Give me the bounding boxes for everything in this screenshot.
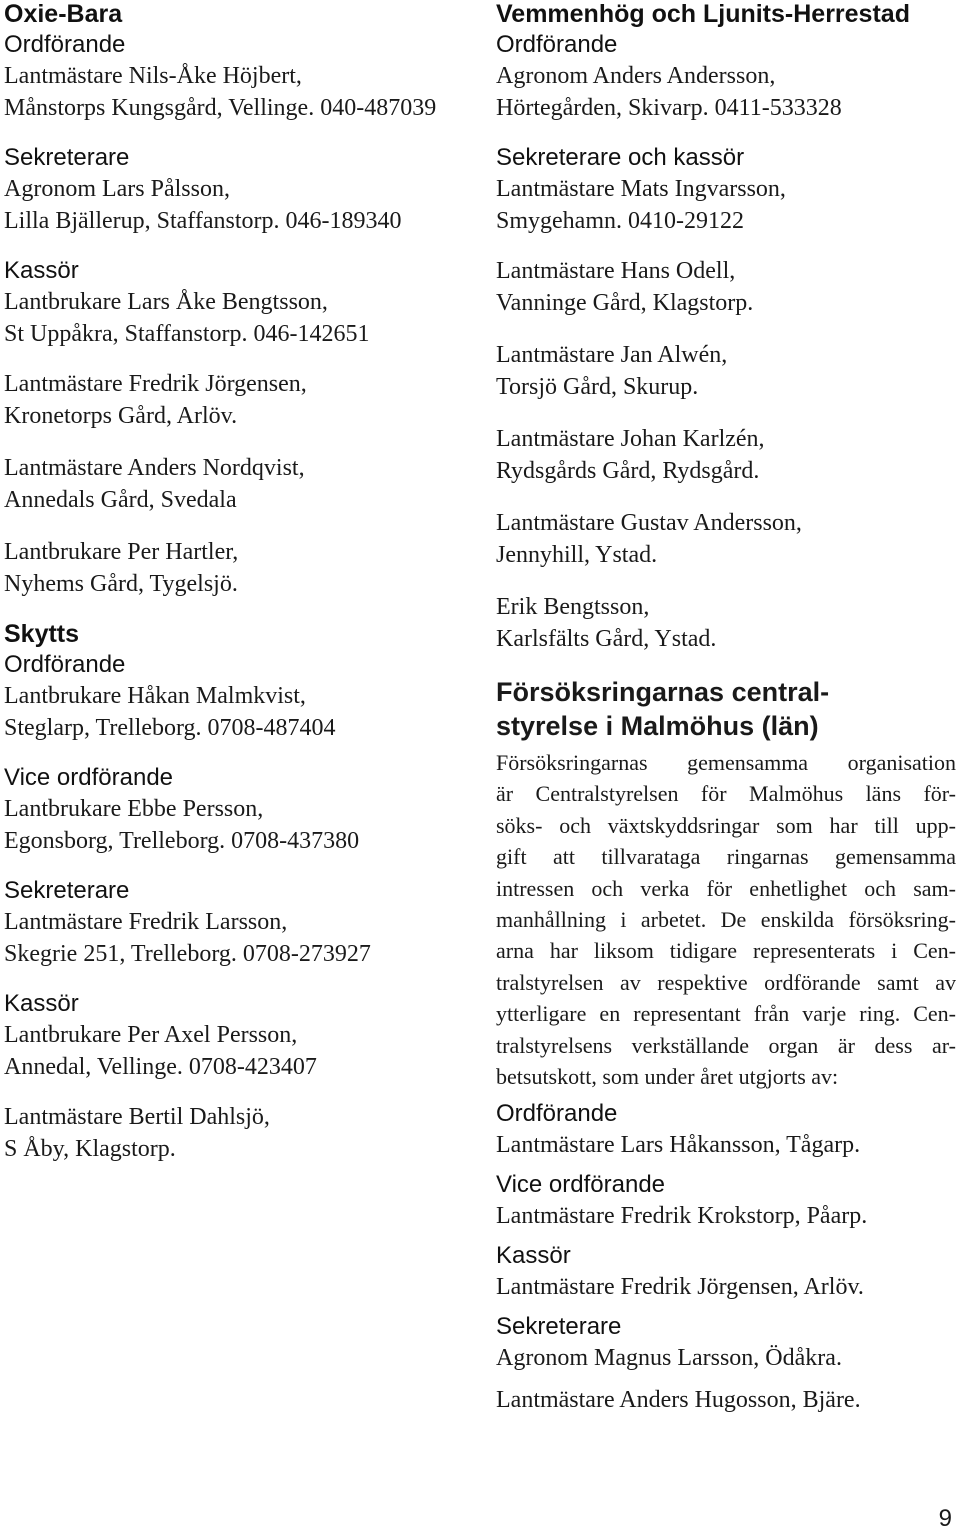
entry-line: Karlsfälts Gård, Ystad.	[496, 626, 717, 652]
entry-line: Annedal, Vellinge. 0708-423407	[4, 1054, 317, 1080]
role-label: Ordförande	[496, 1100, 618, 1128]
centralstyrelse-section	[496, 675, 956, 1416]
entry-line: Skegrie 251, Trelleborg. 0708-273927	[4, 941, 371, 967]
title-line: styrelse i Malmöhus (län)	[496, 711, 819, 741]
entry-sekreterare	[4, 142, 474, 237]
entry-line: Månstorps Kungsgård, Vellinge. 040-487039	[4, 95, 437, 121]
role-label: Sekreterare	[4, 877, 130, 904]
role-label: Sekreterare	[4, 144, 130, 171]
entry-line: Kronetorps Gård, Arlöv.	[4, 403, 238, 429]
entry-line: Lantmästare Bertil Dahlsjö,	[4, 1104, 270, 1130]
role-label: Sekreterare och kassör	[496, 144, 745, 171]
role-label: Vice ordförande	[4, 764, 174, 791]
role-label: Kassör	[4, 257, 79, 284]
paragraph-line: manhållning i arbetet. De enskilda försöksring-	[496, 907, 956, 933]
entry-line: Lantmästare Jan Alwén,	[496, 342, 728, 368]
entry-line: Smygehamn. 0410-29122	[496, 208, 744, 234]
entry-line: Lantbrukare Per Hartler,	[4, 539, 239, 565]
role-label: Ordförande	[4, 651, 126, 678]
entry-line: Lantmästare Nils-Åke Höjbert,	[4, 63, 302, 89]
entry-ordforande	[496, 1098, 956, 1161]
paragraph-line: ytterligare en representant från varje ring. Cen-	[496, 1001, 956, 1027]
entry-member	[4, 1101, 474, 1165]
entry-line: Lantmästare Hans Odell,	[496, 258, 736, 284]
entry-line: Agronom Magnus Larsson, Ödåkra.	[496, 1345, 842, 1372]
vemmenhog-section	[496, 0, 956, 655]
section-title	[496, 675, 956, 743]
paragraph-line: intressen och verka för enhetlighet och sam-	[496, 875, 956, 901]
entry-line: Nyhems Gård, Tygelsjö.	[4, 571, 238, 597]
entry-line: Lantmästare Fredrik Larsson,	[4, 909, 288, 935]
entry-member	[496, 591, 956, 655]
role-label: Vice ordförande	[496, 1171, 666, 1199]
entry-kassor	[496, 1240, 956, 1303]
entry-line: Erik Bengtsson,	[496, 594, 650, 620]
paragraph-line: betsutskott, som under året utgjorts av:	[496, 1064, 839, 1090]
entry-sekreterare-kassor	[496, 142, 956, 237]
title-line: Försöksringarnas central-	[496, 677, 830, 707]
entry-member	[496, 423, 956, 487]
entry-line: Lantmästare Anders Hugosson, Bjäre.	[496, 1387, 861, 1414]
role-label: Ordförande	[496, 31, 618, 58]
entry-member	[4, 368, 474, 432]
oxie-bara-section	[4, 0, 474, 600]
entry-vice-ordforande	[4, 762, 474, 857]
entry-line: Lantmästare Fredrik Jörgensen,	[4, 371, 307, 397]
entry-line: Lantmästare Fredrik Krokstorp, Påarp.	[496, 1203, 868, 1230]
section-title: Vemmenhög och Ljunits-Herrestad	[496, 0, 910, 28]
entry-member	[496, 507, 956, 571]
entry-member	[4, 452, 474, 516]
entry-line: Agronom Anders Andersson,	[496, 63, 776, 89]
entry-kassor	[4, 255, 474, 350]
entry-line: Steglarp, Trelleborg. 0708-487404	[4, 715, 336, 741]
entry-line: Hörtegården, Skivarp. 0411-533328	[496, 95, 842, 121]
entry-vice-ordforande	[496, 1169, 956, 1232]
entry-line: Lilla Bjällerup, Staffanstorp. 046-189340	[4, 208, 402, 234]
entry-line: Lantbrukare Lars Åke Bengtsson,	[4, 289, 328, 315]
entry-line: Lantmästare Johan Karlzén,	[496, 426, 765, 452]
role-label: Ordförande	[4, 31, 126, 58]
entry-line: S Åby, Klagstorp.	[4, 1136, 176, 1162]
paragraph-line: tralstyrelsens verkställande organ är dess ar-	[496, 1032, 956, 1058]
entry-member	[496, 339, 956, 403]
entry-line: Rydsgårds Gård, Rydsgård.	[496, 458, 760, 484]
entry-line: Lantbrukare Ebbe Persson,	[4, 796, 264, 822]
entry-line: Lantmästare Anders Nordqvist,	[4, 455, 305, 481]
page-number: 9	[938, 1505, 952, 1532]
entry-line: Vanninge Gård, Klagstorp.	[496, 290, 754, 316]
paragraph-line: Försöksringarnas gemensamma organisation	[496, 750, 956, 775]
entry-sekreterare	[496, 1311, 956, 1374]
entry-sekreterare	[4, 875, 474, 970]
entry-ordforande	[4, 649, 474, 744]
paragraph	[496, 747, 956, 1092]
entry-line: St Uppåkra, Staffanstorp. 046-142651	[4, 321, 370, 347]
skytts-section	[4, 620, 474, 1165]
left-column	[4, 0, 474, 1185]
entry-line: Lantmästare Gustav Andersson,	[496, 510, 802, 536]
entry-line: Lantbrukare Per Axel Persson,	[4, 1022, 298, 1048]
paragraph-line: gift att tillvarataga ringarnas gemensamma	[496, 844, 956, 870]
entry-line: Annedals Gård, Svedala	[4, 487, 237, 513]
entry-line: Jennyhill, Ystad.	[496, 542, 658, 568]
right-column	[496, 0, 956, 1434]
paragraph-line: är Centralstyrelsen för Malmöhus läns för-	[496, 781, 956, 807]
entry-line: Egonsborg, Trelleborg. 0708-437380	[4, 828, 360, 854]
entry-line: Agronom Lars Pålsson,	[4, 176, 230, 202]
entry-ordforande	[4, 29, 474, 124]
entry-ordforande	[496, 29, 956, 124]
section-title: Skytts	[4, 620, 80, 648]
paragraph-line: söks- och växtskyddsringar som har till upp-	[496, 812, 956, 838]
role-label: Kassör	[4, 990, 79, 1017]
paragraph-line: arna har liksom tidigare representerats i Cen-	[496, 938, 956, 964]
entry-line: Lantmästare Fredrik Jörgensen, Arlöv.	[496, 1274, 864, 1301]
section-title: Oxie-Bara	[4, 0, 123, 28]
entry-line: Lantmästare Lars Håkansson, Tågarp.	[496, 1132, 861, 1159]
role-label: Sekreterare	[496, 1313, 622, 1341]
entry-line: Torsjö Gård, Skurup.	[496, 374, 699, 400]
entry-member	[4, 536, 474, 600]
entry-member	[496, 255, 956, 319]
paragraph-line: tralstyrelsen av respektive ordförande samt av	[496, 969, 956, 995]
entry-member	[496, 1384, 956, 1416]
entry-line: Lantmästare Mats Ingvarsson,	[496, 176, 786, 202]
entry-kassor	[4, 988, 474, 1083]
entry-line: Lantbrukare Håkan Malmkvist,	[4, 683, 306, 709]
role-label: Kassör	[496, 1242, 571, 1270]
